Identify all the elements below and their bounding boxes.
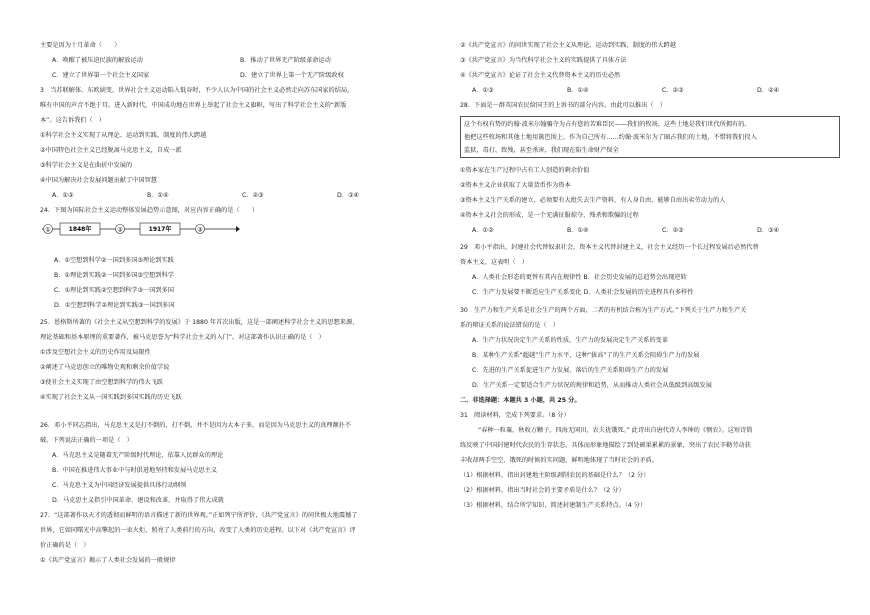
q31-sub-3: （3）根据材料，结合所学知识，简述封建制生产关系特点。（4 分） [460,502,647,509]
statement-2: ②阐述了马克思创立的唯物史观和剩余价值学说 [40,364,170,371]
q29-options-ab: A．人类社会形态的更替有其内在规律性 B．社会历史发展的总趋势会出现逆转 [472,274,687,281]
q28-stem: 28．下面是一群英国农民给国王的上诉书的部分内容。由此可以推出（ ） [460,102,666,109]
material-line: 这个有权有势的约翰·波米尔翰骗夺为占有您的苦难臣民——我们的牧场，这些土地是我们世代所拥有的。 [464,121,751,128]
option-d: D．马克思主义指引中国革命、建设和改革，并取得了伟大成就 [52,497,224,504]
q27-stem: 价正确的是（ ） [40,542,90,549]
option-d: D．①空想到科学②理论到实践③一国到多国 [54,302,175,309]
q31-material: “春种一粒粟，秋收万颗子。四海无闲田，农夫犹饿死。” 此诗出自唐代诗人李绅的《悯农》。这短诗简 [478,427,753,434]
statement-4: ④实现了社会主义从一国实践到多国实践的历史飞跃 [40,394,182,401]
arrow-head-icon [236,226,240,232]
statement-1: ①《共产党宣言》揭示了人类社会发展的一般规律 [40,557,176,564]
timeline-marker-1-label: ① [45,226,51,234]
timeline-marker-3-label: ③ [197,226,203,234]
option-b: B．①理论到实践②一国到多国③空想到科学 [54,272,174,279]
statement-1: ①科学社会主义实现了从理论、运动到实践、制度的伟大跨越 [40,132,207,139]
option-b: B．推动了世界无产阶级革命运动 [240,57,331,64]
option-d: D．③④ [337,192,360,199]
q25-stem: 理论基础和基本原理的重要著作，被马克思誉为“科学社会主义的入门”。对这部著作认识正确的是（ ） [40,334,325,341]
material-line: 监狱，毒打、致残，甚至杀害，我们现在陷生命财产保全 [464,147,619,154]
section-heading: 二、非选择题：本题共 3 小题，共 25 分。 [460,397,581,404]
q25-stem: 25．恩格斯所著的《社会主义从空想到科学的发展》于 1880 年首次出版，这是一部阐述科学社会主义的思想来源、 [40,319,359,326]
timeline-marker-2-label: ② [117,226,123,234]
statement-3: ③科学社会主义是在曲折中发展的 [40,162,133,169]
statement-3: ③资本主义生产关系的建立，必须要有大批失去生产资料、有人身自由、能够自由出卖劳动力的人 [460,197,726,204]
material-line: 他把这些牧场和其他土地用篱笆围上，作为自己所有……约翰·波米尔为了圈占我们的土地，不惜将我们投入 [464,134,757,141]
option-d: D．②④ [757,87,780,94]
q31-sub-1: （1）根据材料，指出封建地主阶级剥削农民的基础是什么？（2 分） [460,472,650,479]
q29-stem: 29 邓小平指出，封建社会代替奴隶社会，资本主义代替封建主义，社会主义经历一个长过程发展后必然代替 [460,244,759,251]
option-c: C．②③ [662,227,684,234]
option-a: A．①空想到科学②一国到多国③理论到实践 [54,257,174,264]
option-b: B．某种生产关系“超越”生产力水平，这种“拔高”了的生产关系会阻碍生产力的发展 [472,352,700,359]
option-a: A．马克思主义是随着无产阶级时代理论、依靠人民群众的理论 [52,452,224,459]
statement-2: ②《共产党宣言》的问世实现了社会主义从理论、运动到实践、制度的伟大跨越 [460,42,676,49]
option-d: D．建立了世界上第一个无产阶级政权 [240,72,344,79]
year-1917: 1917年 [148,226,172,233]
option-c: C．先进的生产关系促进生产力发展，落后的生产关系阻碍生产力的发展 [472,367,669,374]
option-c: C．建立了世界第一个社会主义国家 [52,72,150,79]
option-a: A．①② [472,227,494,234]
statement-1: ①资本家在生产过程中占有工人创造的剩余价值 [460,167,590,174]
year-1848: 1848年 [68,226,92,233]
timeline-diagram [40,220,240,238]
q23-options [52,193,432,199]
q31-stem: 31 阅读材料，完成下列要求。（8 分） [460,412,570,419]
q24-stem: 24．下图为国际社会主义运动整体发展趋势示意图，对应内容正确的是（ ） [40,207,259,214]
option-a: A．唤醒了被压迫民族的解放运动 [52,57,143,64]
q27-stem: 世界，它如同曙光中高擎起的一束火炬，照亮了人类前行的方向，改变了人类的历史进程。以下对《共产党宣言》评 [40,527,356,534]
statement-3: ③《共产党宣言》为当代科学社会主义的实践提供了具体方法 [460,57,627,64]
statement-2: ②中国特色社会主义已经脱离马克思主义，自成一派 [40,147,182,154]
statement-4: ④中国为解决社会发展问题贡献了中国智慧 [40,177,157,184]
option-d: D．生产关系一定要适合生产力状况的规律和趋势，从而推动人类社会从低级到高级发展 [472,382,712,389]
q26-stem: 破。下列说法正确的一项是（ ） [40,437,133,444]
option-b: B．①④ [567,87,589,94]
q23-stem: 本”。这告诉我们（ ） [40,117,106,124]
q29-options-cd: C．生产力发展要不断适应生产关系变化 D．人类社会发展的历史进程具有多样性 [472,289,694,296]
option-c: C．①理论到实践②空想到科学③一国到多国 [54,287,174,294]
q23-stem: 3 当苏联解体、东欧剧变，世界社会主义运动陷入低谷时，不少人认为中国的社会主义必然走向苏东国家的结局， [40,87,354,94]
q22-stem-end: 主要是因为十月革命（ ） [40,42,121,49]
q30-stem: 系的辩证关系的说法错误的是（ ） [460,322,559,329]
option-a: A．①③ [52,192,74,199]
option-b: B．①④ [567,227,589,234]
statement-1: ①涉及空想社会主义的历史作用及局限性 [40,349,151,356]
option-b: B．中国在推进伟大事业中与时俱进地坚持和发展马克思主义 [52,467,218,474]
option-c: C．②③ [242,192,264,199]
statement-4: ④《共产党宣言》论证了社会主义代替资本主义的历史必然 [460,72,621,79]
q31-sub-2: （2）根据材料，指出当时社会的主要矛盾是什么？（2 分） [460,487,625,494]
q30-stem: 30 生产力和生产关系是社会生产的两个方面，二者的有机结合称为生产方式。”下列关于生产力和生产关 [460,307,747,314]
q27-stem: 27．“这部著作以天才的透彻而鲜明的语言描述了新的世界观。”正如列宁所评价，《共产党宣言》的问世极大地震撼了 [40,512,358,519]
q27-options [472,88,852,94]
statement-4: ④资本主义社会的形成，是一个充满征服掠夺、残杀和欺骗的过程 [460,212,639,219]
q29-stem: 资本主义。这表明（ ） [460,259,529,266]
q31-material: 练反映了中国封建时代农民的生存状态，具体而形象地描绘了到处硕果累累的景象，突出了农民辛勤劳动获 [460,442,751,449]
statement-2: ②资本主义企业获取了大量货币作为资本 [460,182,571,189]
option-c: C．马克思主义为中国经济发展提供具体行动纲领 [52,482,187,489]
option-a: A．①③ [472,87,494,94]
option-d: D．③④ [757,227,780,234]
option-c: C．②③ [662,87,684,94]
statement-3: ③使社会主义实现了由空想到科学的伟大飞跃 [40,379,164,386]
q23-stem: 唯有中国的声音不绝于耳。进入新时代，中国成功地在世界上举起了社会主义旗帜，写出了科学社会主义的“新版 [40,102,347,109]
q31-material: 丰收却两手空空、饿死的时候的实问题，鲜明地体现了当时社会的矛盾。 [460,457,658,464]
q28-options [472,228,852,234]
option-b: B．①④ [147,192,169,199]
q26-stem: 26．邓小平同志指出，马克思主义是打不倒的，打不倒，并不是因为大本子多，而是因为马克思主义的真理颠扑不 [40,422,352,429]
option-a: A．生产力状况决定生产关系的性质，生产力的发展决定生产关系的变革 [472,337,669,344]
petition-material-box [460,116,840,158]
